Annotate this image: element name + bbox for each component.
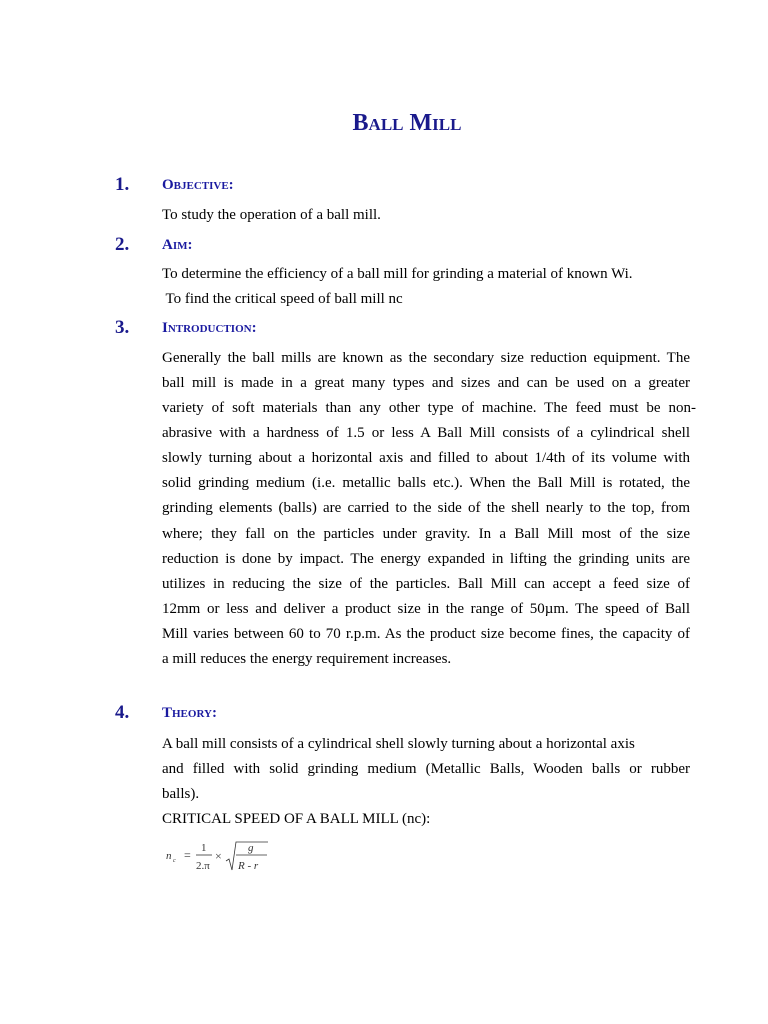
intro-line: solid grinding medium (i.e. metallic balls etc.). When the Ball Mill is rotated, the [162, 475, 690, 491]
intro-line: reduction is done by impact. The energy expanded in lifting the grinding units are [162, 551, 690, 567]
section-number-2: 2. [115, 234, 130, 255]
section-heading-objective: Objective: [162, 177, 234, 193]
critical-speed-heading: CRITICAL SPEED OF A BALL MILL (nc): [162, 811, 431, 827]
formula-denominator: 2.π [196, 860, 210, 872]
formula-numerator: 1 [201, 842, 207, 854]
critical-speed-formula [160, 836, 280, 876]
aim-line-2: To find the critical speed of ball mill nc [162, 291, 403, 307]
section-heading-theory: Theory: [162, 705, 217, 721]
section-heading-aim: Aim: [162, 237, 193, 253]
intro-line: variety of soft materials than any other type of machine. The feed must be non- [162, 400, 696, 416]
aim-line-1: To determine the efficiency of a ball mill for grinding a material of known Wi. [162, 266, 633, 282]
intro-line: a mill reduces the energy requirement increases. [162, 651, 452, 667]
formula-lhs: n [166, 850, 172, 862]
formula-lhs-subscript: c [173, 858, 176, 864]
theory-line-3: balls). [162, 786, 200, 802]
section-number-3: 3. [115, 317, 130, 338]
intro-line: grinding elements (balls) are carried to the side of the shell nearly to the top, from [162, 500, 690, 516]
formula-root-numerator: g [248, 842, 254, 854]
section-number-1: 1. [115, 174, 130, 195]
formula-equals: = [184, 848, 191, 862]
theory-line-1: A ball mill consists of a cylindrical shell slowly turning about a horizontal axis [162, 736, 635, 752]
intro-line: slowly turning about a horizontal axis and filled to about 1/4th of its volume with [162, 450, 690, 466]
formula-times: × [215, 849, 222, 863]
formula-root-denominator: R - r [238, 860, 259, 872]
intro-line: Generally the ball mills are known as the secondary size reduction equipment. The [162, 350, 690, 366]
intro-line: 12mm or less and deliver a product size in the range of 50µm. The speed of Ball [162, 601, 690, 617]
intro-line: where; they fall on the particles under gravity. In a Ball Mill most of the size [162, 526, 690, 542]
theory-line-2: and filled with solid grinding medium (Metallic Balls, Wooden balls or rubber [162, 761, 690, 777]
intro-line: ball mill is made in a great many types and sizes and can be used on a greater [162, 375, 690, 391]
intro-line: Mill varies between 60 to 70 r.p.m. As the product size become fines, the capacity of [162, 626, 690, 642]
section-heading-introduction: Introduction: [162, 320, 257, 336]
intro-line: utilizes in reducing the size of the particles. Ball Mill can accept a feed size of [162, 576, 690, 592]
section-number-4: 4. [115, 702, 130, 723]
intro-line: abrasive with a hardness of 1.5 or less A Ball Mill consists of a cylindrical shell [162, 425, 690, 441]
page-title: Ball Mill [352, 110, 462, 136]
objective-text: To study the operation of a ball mill. [162, 207, 381, 223]
